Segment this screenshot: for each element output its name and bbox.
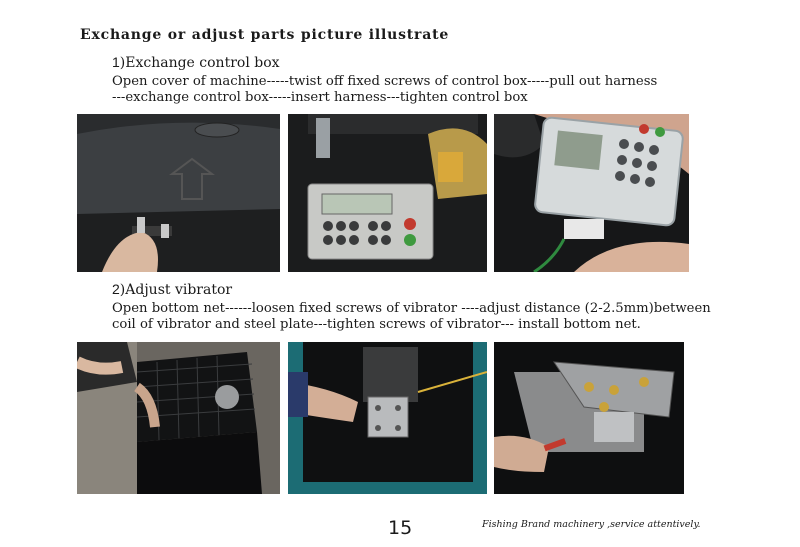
- page-number: 15: [388, 517, 413, 539]
- section-instructions-vibrator: [112, 301, 711, 333]
- section-heading-exchange-control-box: [112, 54, 280, 71]
- section-instructions-control-box: [112, 74, 657, 106]
- photo-control-box-screwdriver: [288, 114, 487, 272]
- photo-vibrator-screws: [288, 342, 487, 494]
- photo-vibrator-distance: [494, 342, 684, 494]
- photo-machine-cover: [77, 114, 280, 272]
- instruction-line: Open cover of machine-----twist off fixed screws of control box-----pull out harness: [112, 74, 658, 89]
- section-heading-text: )Exchange control box: [119, 55, 280, 71]
- section-heading-text: )Adjust vibrator: [119, 282, 233, 298]
- footer-slogan: Fishing Brand machinery ,service attentively.: [482, 519, 701, 530]
- section-heading-adjust-vibrator: [112, 281, 232, 298]
- page-title: Exchange or adjust parts picture illustrate: [80, 27, 450, 43]
- photo-control-box-hand: [494, 114, 689, 272]
- section-number: 1: [112, 54, 120, 70]
- section-number: 2: [112, 281, 120, 297]
- instruction-line: Open bottom net------loosen fixed screws of vibrator ----adjust distance (2-2.5mm)between: [112, 301, 711, 316]
- instruction-line: coil of vibrator and steel plate---tighten screws of vibrator--- install bottom net.: [112, 317, 641, 332]
- photo-bottom-net: [77, 342, 280, 494]
- instruction-line: ---exchange control box-----insert harness---tighten control box: [112, 90, 528, 105]
